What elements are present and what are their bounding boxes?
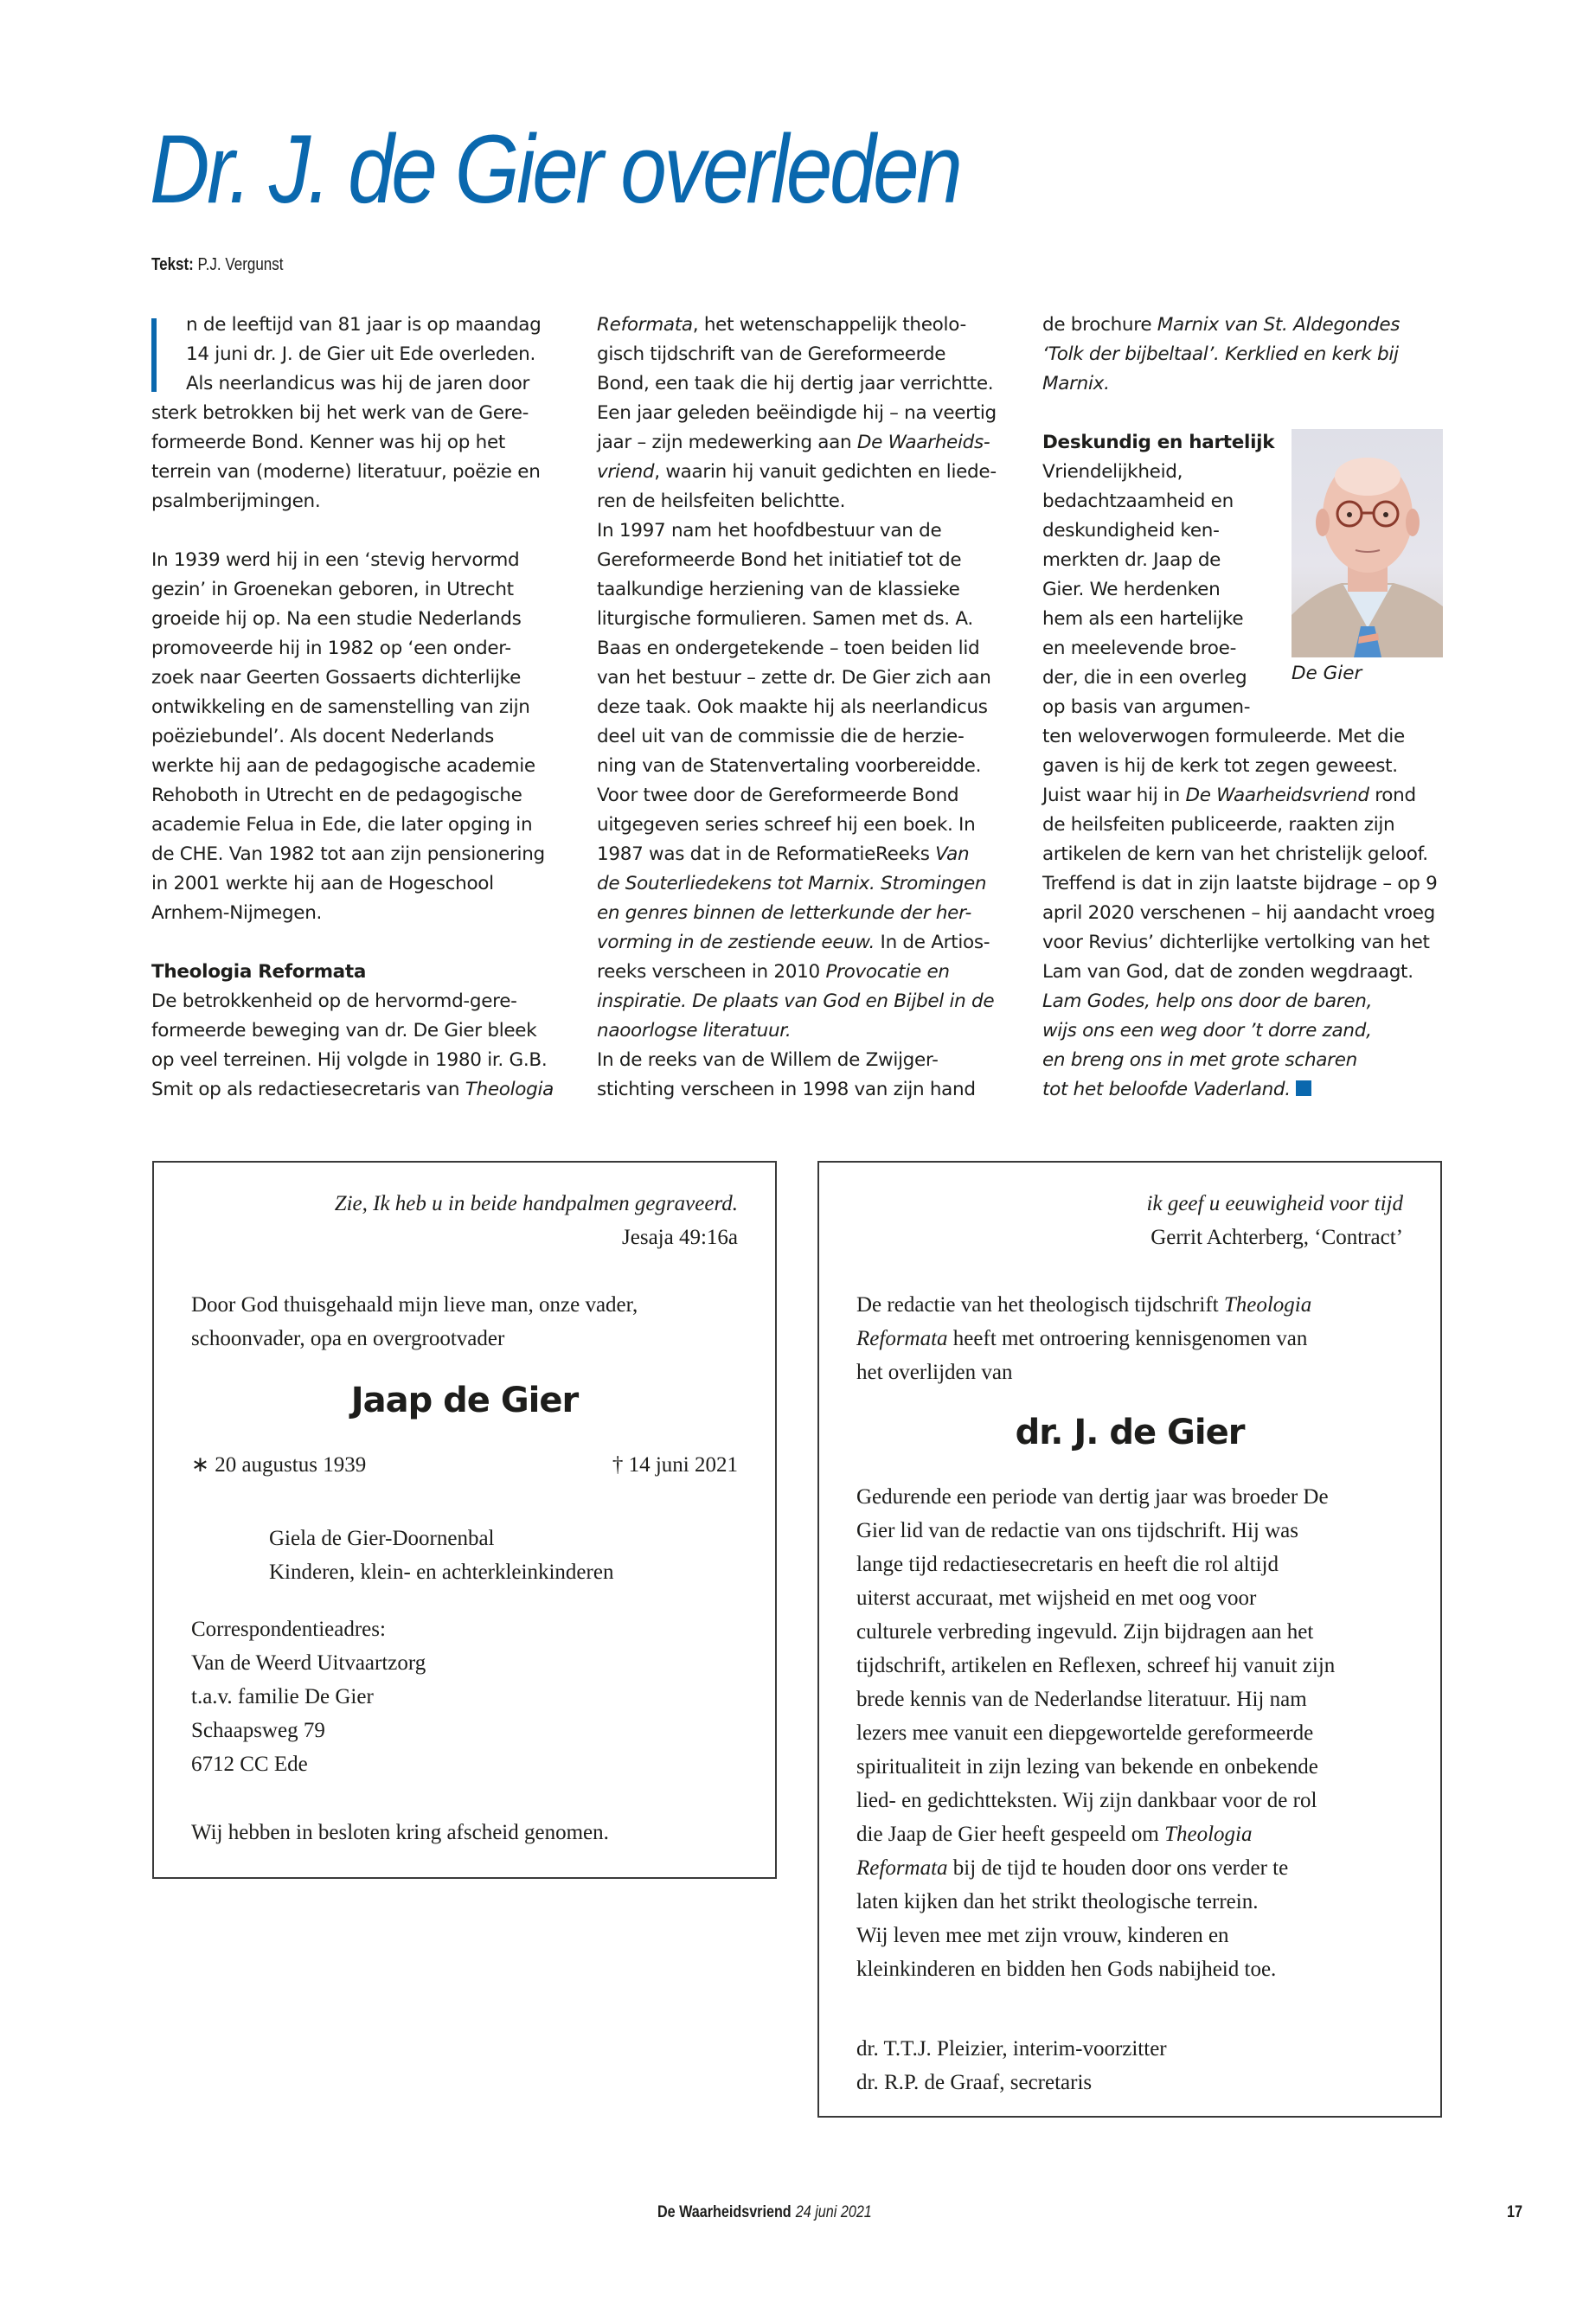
body-line: Gier lid van de redactie van ons tijdschrift. Hij was (856, 1519, 1298, 1542)
text-line: 14 juni dr. J. de Gier uit Ede overleden. (186, 343, 536, 365)
text-line: Baas en ondergetekende – toen beiden lid (597, 638, 980, 659)
correspondence-address (191, 1612, 738, 1781)
address-line: Correspondentieadres: (191, 1618, 386, 1641)
notice-motto: ik geef u eeuwigheid voor tijd (1146, 1192, 1403, 1215)
notice-intro-line: schoonvader, opa en overgrootvader (191, 1327, 505, 1350)
text-line: voor Revius’ dichterlijke vertolking van het (1042, 932, 1430, 953)
text-line: en meelevende broe- (1042, 638, 1237, 659)
text-line: poëziebundel’. Als docent Nederlands (151, 726, 495, 747)
text-line: der, die in een overleg (1042, 667, 1247, 689)
text-line: inspiratie. De plaats van God en Bijbel in de (597, 990, 995, 1012)
text-line: werkte hij aan de pedagogische academie (151, 755, 535, 777)
text-line: de brochure Marnix van St. Aldegondes (1042, 314, 1401, 336)
poem-line: en breng ons in met grote scharen (1042, 1049, 1357, 1071)
text-line: De betrokkenheid op de hervormd-gere- (151, 990, 517, 1012)
intro-line: Reformata heeft met ontroering kennisgenomen van (856, 1327, 1308, 1350)
body-line: brede kennis van de Nederlandse literatuur. Hij nam (856, 1688, 1307, 1711)
text-line: artikelen de kern van het christelijk geloof. (1042, 843, 1428, 865)
text-line: en genres binnen de letterkunde der her- (597, 902, 971, 924)
body-line: die Jaap de Gier heeft gespeeld om Theologia (856, 1823, 1253, 1846)
text-line: de heilsfeiten publiceerde, raakten zijn (1042, 814, 1395, 836)
text-line: 1987 was dat in de ReformatieReeks Van (597, 843, 970, 865)
text-line: deel uit van de commissie die de herzie- (597, 726, 965, 747)
text-line: deskundigheid ken- (1042, 520, 1220, 542)
text-line: ‘Tolk der bijbeltaal’. Kerklied en kerk bij (1042, 343, 1399, 365)
text-line: hem als een hartelijke (1042, 608, 1244, 630)
section-heading-deskundig: Deskundig en hartelijk (1042, 432, 1275, 453)
body-line: kleinkinderen en bidden hen Gods nabijheid toe. (856, 1958, 1277, 1981)
photo-caption: De Gier (1292, 663, 1362, 684)
text-line: Lam van God, dat de zonden wegdraagt. (1042, 961, 1413, 983)
text-line: psalmberijmingen. (151, 490, 321, 512)
text-line: op veel terreinen. Hij volgde in 1980 ir. G.B. (151, 1049, 548, 1071)
text-line: In de reeks van de Willem de Zwijger- (597, 1049, 939, 1071)
article-column-1 (151, 311, 558, 1105)
poem-line: Lam Godes, help ons door de baren, (1042, 990, 1373, 1012)
text-line: ontwikkeling en de samenstelling van zijn (151, 696, 530, 718)
text-line: jaar – zijn medewerking aan De Waarheids- (597, 432, 990, 453)
birth-symbol-icon: ∗ (191, 1453, 209, 1477)
body-line: lied- en gedichtteksten. Wij zijn dankbaar voor de rol (856, 1789, 1317, 1812)
text-line: Bond, een taak die hij dertig jaar verrichtte. (597, 373, 994, 394)
signatures (856, 2032, 1403, 2099)
notice-motto: Zie, Ik heb u in beide handpalmen gegraveerd. (334, 1192, 738, 1215)
text-line: terrein van (moderne) literatuur, poëzie en (151, 461, 541, 483)
text-line: gezin’ in Groenekan geboren, in Utrecht (151, 579, 514, 600)
body-line: lange tijd redactiesecretaris en heeft die rol altijd (856, 1553, 1279, 1576)
text-line: Smit op als redactiesecretaris van Theologia (151, 1079, 554, 1100)
birth-date: ∗ 20 augustus 1939 (191, 1453, 367, 1477)
text-line: merkten dr. Jaap de (1042, 549, 1221, 571)
text-line: deze taak. Ook maakte hij als neerlandicus (597, 696, 988, 718)
article-column-2 (597, 311, 1003, 1105)
editorial-death-notice (817, 1161, 1442, 2118)
byline-label: Tekst: (151, 255, 194, 274)
text-line: Als neerlandicus was hij de jaren door (186, 373, 530, 394)
page-footer (657, 2203, 872, 2222)
article-title: Dr. J. de Gier overleden (150, 115, 960, 223)
body-line: Gedurende een periode van dertig jaar was broeder De (856, 1485, 1329, 1509)
text-line: de Souterliedekens tot Marnix. Stromingen (597, 873, 987, 894)
page-number: 17 (1507, 2203, 1522, 2221)
paragraph-theologia (151, 987, 558, 1105)
relative-line: Kinderen, klein- en achterkleinkinderen (269, 1561, 614, 1584)
editorial-intro (856, 1288, 1403, 1389)
intro-line: het overlijden van (856, 1361, 1013, 1384)
text-line: naoorlogse literatuur. (597, 1020, 792, 1042)
body-line: tijdschrift, artikelen en Reflexen, schreef hij vanuit zijn (856, 1654, 1336, 1677)
text-line: op basis van argumen- (1042, 696, 1251, 718)
text-line: de CHE. Van 1982 tot aan zijn pensionering (151, 843, 545, 865)
section-heading-theologia: Theologia Reformata (151, 961, 367, 983)
text-line: Juist waar hij in De Waarheidsvriend rond (1042, 785, 1416, 806)
body-line: spiritualiteit in zijn lezing van bekende en onbekende (856, 1755, 1318, 1779)
text-line: Vriendelijkheid, (1042, 461, 1183, 483)
portrait-illustration (1292, 429, 1443, 657)
address-line: 6712 CC Ede (191, 1753, 308, 1776)
deceased-name: Jaap de Gier (350, 1381, 579, 1420)
life-dates (191, 1448, 738, 1482)
notice-intro-line: Door God thuisgehaald mijn lieve man, onze vader, (191, 1293, 638, 1317)
byline-author: P.J. Vergunst (197, 255, 284, 274)
text-line: stichting verscheen in 1998 van zijn hand (597, 1079, 976, 1100)
text-line: Reformata, het wetenschappelijk theolo- (597, 314, 966, 336)
address-line: Van de Weerd Uitvaartzorg (191, 1651, 426, 1675)
intro-line: De redactie van het theologisch tijdschrift Theologia (856, 1293, 1312, 1317)
text-line: Gereformeerde Bond het initiatief tot de (597, 549, 962, 571)
text-line: gisch tijdschrift van de Gereformeerde (597, 343, 946, 365)
address-line: Schaapsweg 79 (191, 1719, 325, 1742)
text-line: april 2020 verschenen – hij aandacht vroeg (1042, 902, 1435, 924)
text-line: Gier. We herdenken (1042, 579, 1221, 600)
text-line: vriend, waarin hij vanuit gedichten en liede- (597, 461, 997, 483)
text-line: academie Felua in Ede, die later opging in (151, 814, 533, 836)
text-line: formeerde beweging van dr. De Gier bleek (151, 1020, 537, 1042)
paragraph-intro (151, 311, 558, 516)
cross-icon: † (612, 1453, 624, 1477)
deceased-name: dr. J. de Gier (1015, 1413, 1245, 1452)
text-line: ten weloverwogen formuleerde. Met die (1042, 726, 1405, 747)
text-line: Treffend is dat in zijn laatste bijdrage – op 9 (1042, 873, 1438, 894)
text-line: liturgische formulieren. Samen met ds. A. (597, 608, 973, 630)
text-line: uitgegeven series schreef hij een boek. In (597, 814, 976, 836)
editorial-body (856, 1480, 1403, 1986)
notice-closing: Wij hebben in besloten kring afscheid genomen. (191, 1821, 609, 1844)
end-mark-icon (1296, 1080, 1311, 1096)
body-line: Reformata bij de tijd te houden door ons verder te (856, 1856, 1289, 1880)
byline (151, 255, 283, 275)
text-line: groeide hij op. Na een studie Nederlands (151, 608, 522, 630)
text-line: Rehoboth in Utrecht en de pedagogische (151, 785, 522, 806)
text-line: vorming in de zestiende eeuw. In de Artios- (597, 932, 990, 953)
text-line: ning van de Statenvertaling voorbereidde. (597, 755, 982, 777)
notice-motto-source: Gerrit Achterberg, ‘Contract’ (1151, 1226, 1403, 1249)
notice-motto-source: Jesaja 49:16a (622, 1226, 738, 1249)
text-line: sterk betrokken bij het werk van de Gere- (151, 402, 529, 424)
address-line: t.a.v. familie De Gier (191, 1685, 374, 1708)
text-line: n de leeftijd van 81 jaar is op maandag (186, 314, 542, 336)
signature-line: dr. T.T.J. Pleizier, interim-voorzitter (856, 2037, 1167, 2061)
text-line: ren de heilsfeiten belichtte. (597, 490, 846, 512)
poem-line: wijs ons een weg door ’t dorre zand, (1042, 1020, 1372, 1042)
text-line: In 1997 nam het hoofdbestuur van de (597, 520, 942, 542)
text-line: van het bestuur – zette dr. De Gier zich aan (597, 667, 991, 689)
poem-line: tot het beloofde Vaderland. (1042, 1075, 1466, 1105)
death-date: † 14 juni 2021 (612, 1453, 738, 1477)
text-line: reeks verscheen in 2010 Provocatie en (597, 961, 950, 983)
body-line: uiterst accuraat, met wijsheid en met oog voor (856, 1586, 1257, 1610)
text-line: promoveerde hij in 1982 op ‘een onder- (151, 638, 511, 659)
text-line: formeerde Bond. Kenner was hij op het (151, 432, 506, 453)
text-line: Arnhem-Nijmegen. (151, 902, 323, 924)
text-line: Marnix. (1042, 373, 1110, 394)
body-line: lezers mee vanuit een diepgewortelde gereformeerde (856, 1721, 1314, 1745)
body-line: Wij leven mee met zijn vrouw, kinderen en (856, 1924, 1229, 1947)
portrait-photo (1292, 429, 1443, 657)
text-line: In 1939 werd hij in een ‘stevig hervormd (151, 549, 520, 571)
signature-line: dr. R.P. de Graaf, secretaris (856, 2071, 1093, 2094)
body-line: culturele verbreding ingevuld. Zijn bijdragen aan het (856, 1620, 1314, 1644)
issue-date: 24 juni 2021 (795, 2203, 872, 2221)
text-line: Voor twee door de Gereformeerde Bond (597, 785, 959, 806)
publication-name: De Waarheidsvriend (657, 2203, 792, 2221)
text-line: gaven is hij de kerk tot zegen geweest. (1042, 755, 1398, 777)
relative-line: Giela de Gier-Doornenbal (269, 1527, 495, 1550)
family-death-notice (152, 1161, 777, 1879)
paragraph-biography (151, 546, 558, 928)
text-line: bedachtzaamheid en (1042, 490, 1234, 512)
text-line: in 2001 werkte hij aan de Hogeschool (151, 873, 494, 894)
text-line: zoek naar Geerten Gossaerts dichterlijke (151, 667, 521, 689)
body-line: laten kijken dan het strikt theologische terrein. (856, 1890, 1259, 1913)
text-line: Een jaar geleden beëindigde hij – na veertig (597, 402, 997, 424)
text-line: taalkundige herziening van de klassieke (597, 579, 960, 600)
